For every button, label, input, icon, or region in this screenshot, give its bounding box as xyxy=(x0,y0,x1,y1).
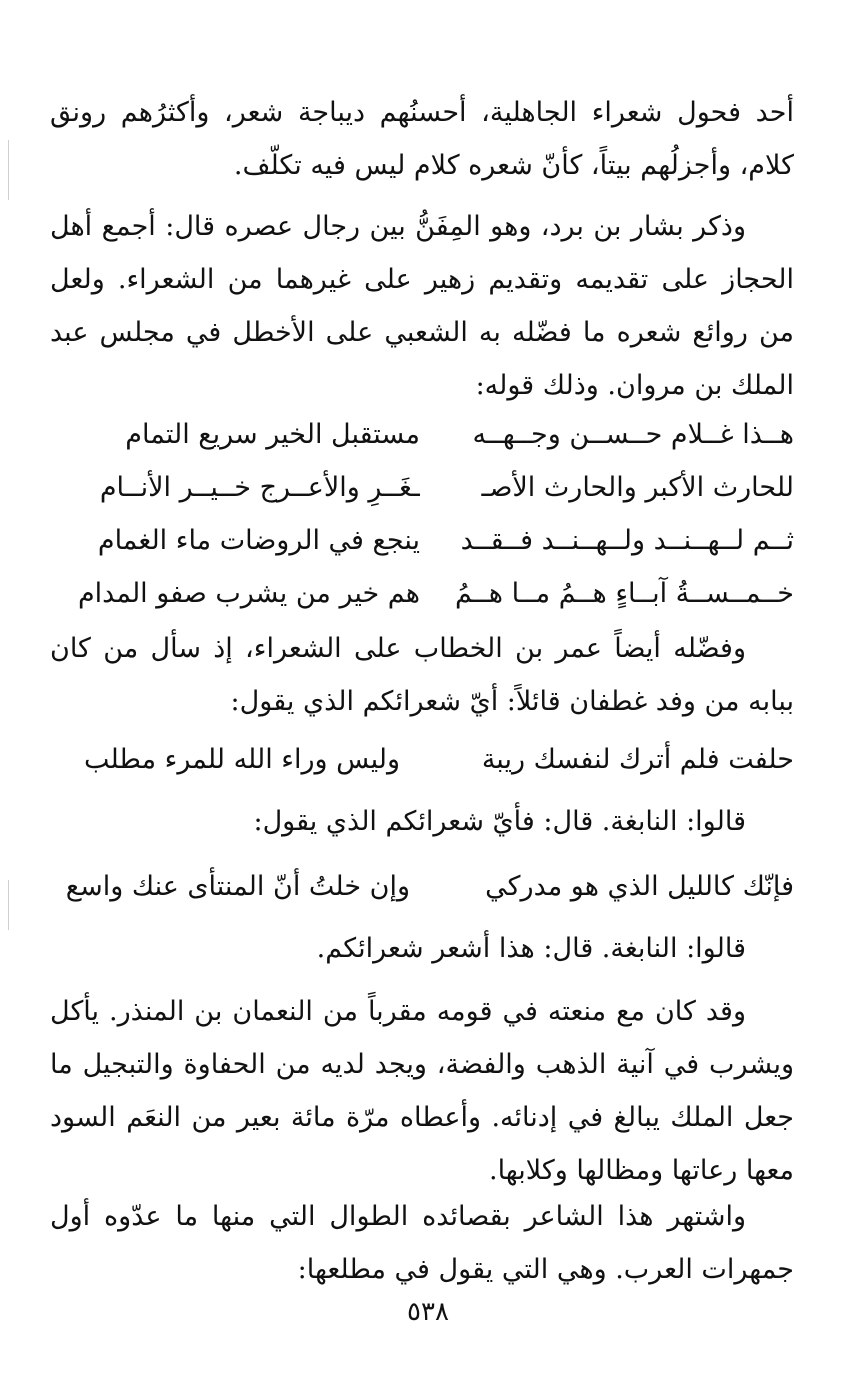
scan-edge-mark xyxy=(8,140,9,200)
paragraph-muallaqa: واشتهر هذا الشاعر بقصائده الطوال التي منها ما عدّوه أول جمهرات العرب. وهي التي يقول في مطلعها: xyxy=(50,1201,794,1285)
verse-first-hemistich: فإنّك كالليل الذي هو مدركي xyxy=(485,871,794,902)
paragraph-bashar: وذكر بشار بن برد، وهو المِفَنُّ بين رجال عصره قال: أجمع أهل الحجاز على تقديمه وتقديم زهير على غيرهما من الشعراء. ولعل من روائع شعره ما فضّله به الشعبي على الأخطل في مجلس عبد الملك بن مروان. وذلك قوله: xyxy=(50,211,794,401)
scan-edge-mark xyxy=(8,880,9,930)
verse-first-hemistich: هــذا غــلام حــســن وجــهــه xyxy=(472,419,794,450)
dialogue-line: قالوا: النابغة. قال: هذا أشعر شعرائكم. xyxy=(316,933,746,964)
poem-verse xyxy=(50,461,794,514)
poem-verse xyxy=(50,408,794,461)
paragraph-omar: وفضّله أيضاً عمر بن الخطاب على الشعراء، إذ سأل من كان ببابه من وفد غطفان قائلاً: أيّ شعرائكم الذي يقول: xyxy=(50,633,794,717)
verse-first-hemistich: ثــم لــهــنــد ولــهــنــد فــقــد xyxy=(460,525,794,556)
paragraph-numan: وقد كان مع منعته في قومه مقرباً من النعمان بن المنذر. يأكل ويشرب في آنية الذهب والفضة، ويجد لديه من الحفاوة والتبجيل ما جعل الملك يبالغ في إدنائه. وأعطاه مرّة مائة بعير من النعَم السود معها رعاتها ومظالها وكلابها. xyxy=(50,996,794,1186)
poem-verse xyxy=(50,514,794,567)
verse-first-hemistich: خــمــســةُ آبــاءٍ هــمُ مــا هــمُ xyxy=(455,578,794,609)
paragraph-intro: أحد فحول شعراء الجاهلية، أحسنُهم ديباجة شعر، وأكثرُهم رونق كلام، وأجزلُهم بيتاً، كأنّ شعره كلام ليس فيه تكلّف. xyxy=(50,97,794,181)
verse-second-hemistich: ـغَــرِ والأعــرج خــيــر الأنــام xyxy=(99,472,420,503)
poem-verse xyxy=(50,567,794,620)
verse-second-hemistich: هم خير من يشرب صفو المدام xyxy=(77,578,420,609)
quoted-verse xyxy=(50,733,794,786)
verse-first-hemistich: حلفت فلم أترك لنفسك ريبة xyxy=(481,744,794,775)
verse-second-hemistich: وليس وراء الله للمرء مطلب xyxy=(83,744,400,775)
verse-second-hemistich: ينجع في الروضات ماء الغمام xyxy=(97,525,420,556)
page-number: ٥٣٨ xyxy=(407,1297,449,1327)
verse-first-hemistich: للحارث الأكبر والحارث الأصـ xyxy=(481,472,794,503)
dialogue-line: قالوا: النابغة. قال: فأيّ شعرائكم الذي يقول: xyxy=(253,806,746,837)
quoted-verse xyxy=(50,860,794,913)
verse-second-hemistich: مستقبل الخير سريع التمام xyxy=(125,419,420,450)
verse-second-hemistich: وإن خلتُ أنّ المنتأى عنك واسع xyxy=(65,871,410,902)
